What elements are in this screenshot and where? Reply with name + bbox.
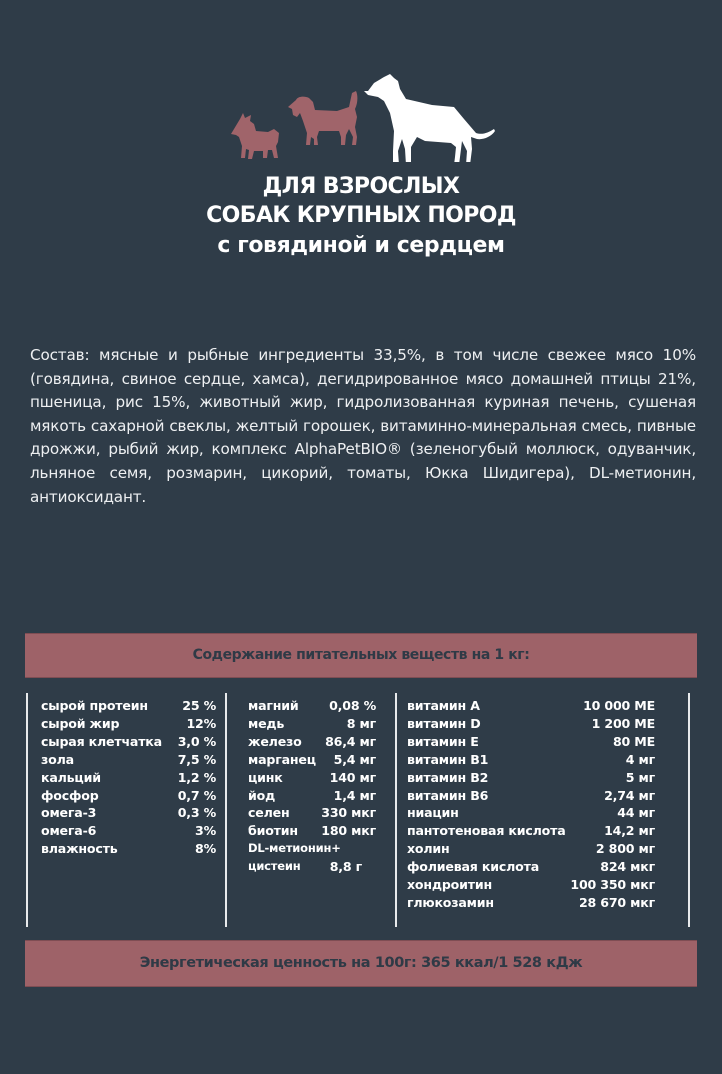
nutrient-label: железо bbox=[248, 733, 302, 749]
nutrient-label: витамин B1 bbox=[407, 751, 489, 767]
nutrient-value: 2 800 мг bbox=[595, 841, 655, 857]
nutrient-label: цинк bbox=[248, 769, 283, 785]
nutrient-value: 10 000 МЕ bbox=[583, 698, 655, 713]
nutrient-value: 5,4 мг bbox=[333, 751, 376, 767]
medium-dog-icon bbox=[288, 91, 357, 145]
nutrient-value: 12% bbox=[186, 715, 216, 731]
energy-value-banner: Энергетическая ценность на 100г: 365 ккал/1 528 кДж bbox=[25, 940, 697, 987]
nutrient-row bbox=[248, 787, 376, 805]
nutrient-value: 14,2 мг bbox=[604, 823, 655, 839]
nutrient-row bbox=[41, 822, 216, 840]
nutrient-value: 1 200 МЕ bbox=[591, 715, 655, 731]
nutrient-label: медь bbox=[248, 715, 285, 731]
nutrient-row bbox=[248, 751, 376, 769]
nutrient-row bbox=[41, 715, 216, 733]
nutrient-value: 330 мкг bbox=[321, 805, 376, 821]
nutrient-row bbox=[407, 787, 655, 805]
nutrients-column-vitamins bbox=[407, 697, 655, 912]
nutrient-row bbox=[41, 804, 216, 822]
dog-size-illustration bbox=[0, 62, 722, 162]
nutrient-row bbox=[248, 822, 376, 840]
nutrient-label: йод bbox=[248, 787, 276, 803]
nutrient-value: 0,7 % bbox=[177, 787, 216, 803]
column-divider bbox=[395, 693, 397, 927]
nutrient-label: марганец bbox=[248, 751, 316, 767]
nutrient-value: 2,74 мг bbox=[604, 787, 655, 803]
nutrient-value: 140 мг bbox=[329, 769, 376, 785]
nutrient-row bbox=[41, 697, 216, 715]
nutrient-row bbox=[41, 769, 216, 787]
product-subtitle: с говядиной и сердцем bbox=[217, 233, 505, 258]
composition-text: Состав: мясные и рыбные ингредиенты 33,5%, в том числе свежее мясо 10% (говядина, свиное сердце, хамса), дегидрированное мясо домашней птицы 21%, пшеница, рис 15%, животный жир, гидролизованная куриная печень, сушеная мякоть сахарной свеклы, желтый горошек, витаминно-минеральная смесь, пивные дрожжи, рыбий жир, комплекс AlphaPetBIO® (зеленогубый моллюск, одуванчик, льняное семя, розмарин, цикорий, томаты, Юкка Шидигера), DL-метионин, антиоксидант. bbox=[30, 346, 696, 506]
nutrient-label: витамин B2 bbox=[407, 769, 489, 785]
nutrient-row bbox=[407, 751, 655, 769]
nutrient-row bbox=[248, 715, 376, 733]
nutrient-label: сырой жир bbox=[41, 715, 120, 731]
nutrient-value: 824 мкг bbox=[600, 859, 655, 875]
nutrient-label: сырая клетчатка bbox=[41, 733, 162, 749]
nutrient-row bbox=[248, 858, 376, 876]
nutrient-value: 1,4 мг bbox=[333, 787, 376, 803]
nutrient-label: ниацин bbox=[407, 805, 459, 821]
nutrient-value: 25 % bbox=[182, 698, 216, 713]
nutrient-value: 4 мг bbox=[625, 751, 655, 767]
nutrient-row bbox=[407, 840, 655, 858]
nutrient-label: витамин D bbox=[407, 715, 481, 731]
column-divider bbox=[26, 693, 28, 927]
small-dog-icon bbox=[231, 113, 279, 159]
nutrient-label: витамин E bbox=[407, 733, 479, 749]
product-title bbox=[0, 172, 722, 262]
column-divider bbox=[688, 693, 690, 927]
nutrient-label: DL-метионин+ bbox=[248, 841, 341, 856]
nutrient-label: фосфор bbox=[41, 787, 99, 803]
nutrient-label: глюкозамин bbox=[407, 894, 494, 910]
nutrient-label: витамин A bbox=[407, 698, 480, 713]
nutrient-value: 3% bbox=[195, 823, 216, 839]
nutrients-column-minerals bbox=[248, 697, 376, 876]
nutrient-label: кальций bbox=[41, 769, 101, 785]
nutrient-row bbox=[248, 840, 376, 858]
nutrient-row bbox=[248, 697, 376, 715]
nutrient-value: 7,5 % bbox=[177, 751, 216, 767]
nutrient-row bbox=[407, 894, 655, 912]
nutrient-row bbox=[248, 733, 376, 751]
nutrient-label: фолиевая кислота bbox=[407, 859, 539, 875]
nutrient-value: 8% bbox=[195, 841, 216, 857]
nutrient-label: витамин B6 bbox=[407, 787, 489, 803]
large-dog-icon bbox=[364, 74, 495, 162]
nutrient-value: 1,2 % bbox=[177, 769, 216, 785]
nutrient-value: 86,4 мг bbox=[325, 733, 376, 749]
title-line-2: СОБАК КРУПНЫХ ПОРОД bbox=[206, 203, 516, 228]
nutrient-row bbox=[41, 787, 216, 805]
nutrient-row bbox=[407, 858, 655, 876]
nutrient-label: сырой протеин bbox=[41, 698, 148, 713]
nutrient-row bbox=[41, 751, 216, 769]
nutrient-label: омега-6 bbox=[41, 823, 97, 839]
nutrient-value: 3,0 % bbox=[177, 733, 216, 749]
nutrient-label: зола bbox=[41, 751, 74, 767]
nutrient-value: 44 мг bbox=[617, 805, 655, 821]
nutrient-value: 0,08 % bbox=[329, 698, 376, 713]
nutrient-label: пантотеновая кислота bbox=[407, 823, 566, 839]
nutrient-row bbox=[407, 822, 655, 840]
nutrient-label: холин bbox=[407, 841, 450, 857]
column-divider bbox=[225, 693, 227, 927]
nutrient-row bbox=[407, 697, 655, 715]
nutrient-value: 28 670 мкг bbox=[578, 894, 655, 910]
nutrient-label: биотин bbox=[248, 823, 298, 839]
nutrient-value: 5 мг bbox=[625, 769, 655, 785]
nutrient-label: магний bbox=[248, 698, 299, 713]
nutrient-label: хондроитин bbox=[407, 877, 492, 893]
nutrient-row bbox=[41, 840, 216, 858]
nutrient-value: 8 мг bbox=[346, 715, 376, 731]
nutrient-row bbox=[248, 804, 376, 822]
nutrient-label: влажность bbox=[41, 841, 118, 857]
nutrients-column-basic bbox=[41, 697, 216, 858]
nutrient-row bbox=[407, 733, 655, 751]
title-line-1: ДЛЯ ВЗРОСЛЫХ bbox=[262, 174, 460, 199]
nutrient-value: 100 350 мкг bbox=[570, 877, 655, 893]
nutrient-row bbox=[407, 715, 655, 733]
nutrient-row bbox=[407, 876, 655, 894]
nutrient-label: омега-3 bbox=[41, 805, 97, 821]
nutrient-row bbox=[407, 769, 655, 787]
nutrient-value: 8,8 г bbox=[329, 859, 362, 875]
nutrients-heading: Содержание питательных веществ на 1 кг: bbox=[25, 633, 697, 678]
nutrient-row bbox=[407, 804, 655, 822]
nutrient-row bbox=[248, 769, 376, 787]
nutrient-label: селен bbox=[248, 805, 290, 821]
nutrient-label: цистеин bbox=[248, 859, 301, 874]
nutrient-value: 180 мкг bbox=[321, 823, 376, 839]
nutrient-row bbox=[41, 733, 216, 751]
nutrient-value: 0,3 % bbox=[177, 805, 216, 821]
nutrient-value: 80 МЕ bbox=[612, 733, 655, 749]
